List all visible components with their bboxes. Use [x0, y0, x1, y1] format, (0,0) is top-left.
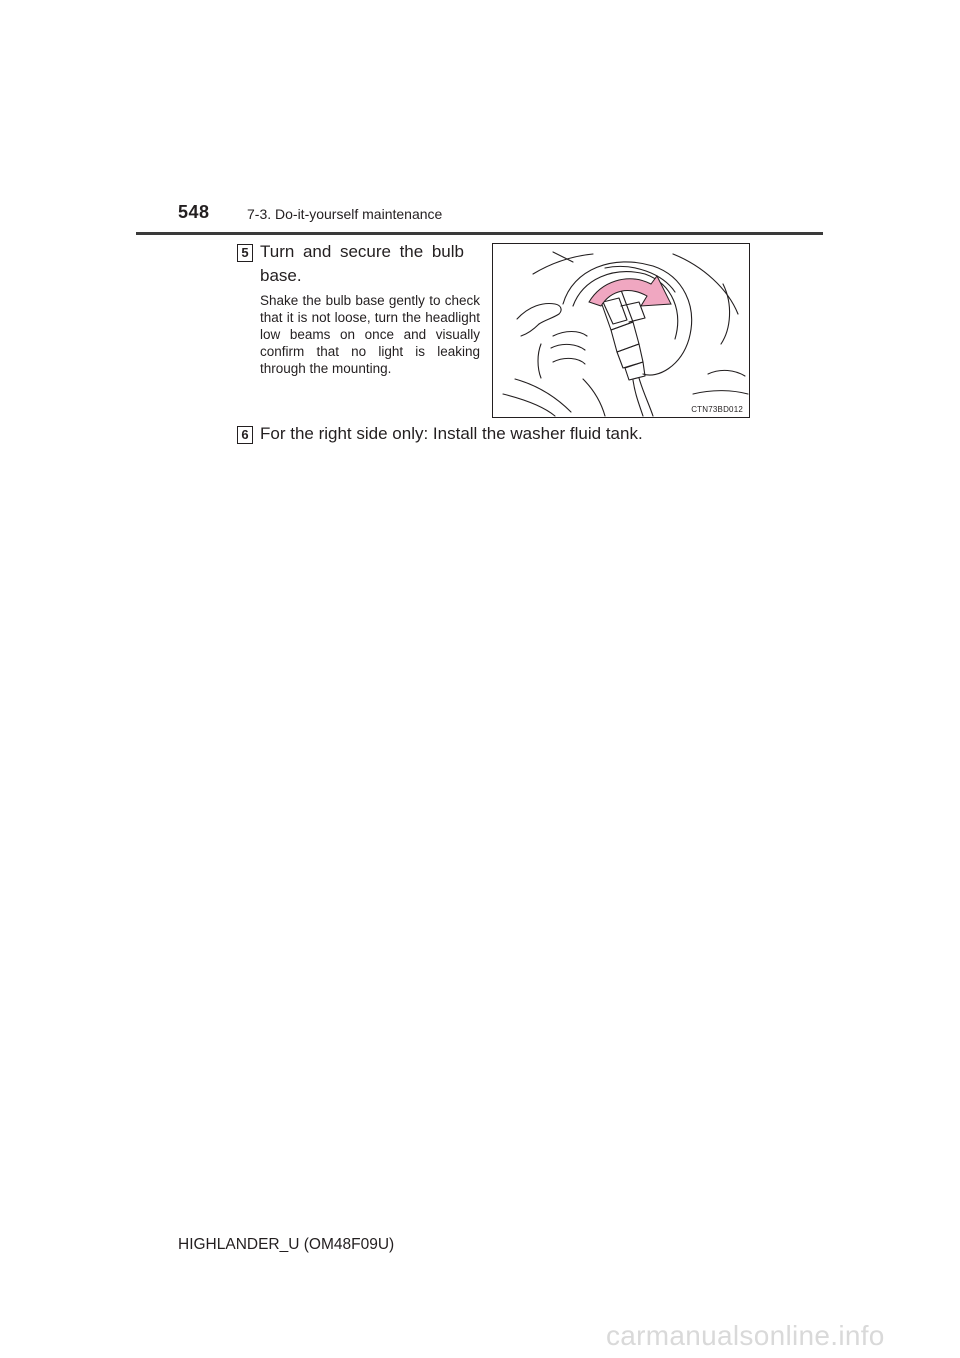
bulb-base-illustration: [493, 244, 749, 417]
step-5-heading: Turn and secure the bulb base.: [260, 242, 464, 285]
footer-watermark: carmanualsonline.info: [606, 1320, 885, 1351]
footer-model: HIGHLANDER_U (OM48F09U): [178, 1236, 395, 1253]
rotation-arrow-icon: [589, 276, 671, 306]
page-number: 548: [178, 202, 210, 222]
bulb-base-figure: [492, 243, 750, 418]
step-5-note: Shake the bulb base gently to check that it is not loose, turn the headlight low beams on once and visually confirm that no light is leaking through the mounting.: [260, 293, 480, 376]
step-5-badge: 5: [237, 244, 253, 262]
section-title: 7-3. Do-it-yourself maintenance: [247, 206, 443, 222]
figure-code: CTN73BD012: [691, 405, 743, 414]
header-rule: [136, 232, 823, 235]
step-6-text: For the right side only: Install the washer fluid tank.: [260, 424, 643, 443]
step-6-badge: 6: [237, 426, 253, 444]
